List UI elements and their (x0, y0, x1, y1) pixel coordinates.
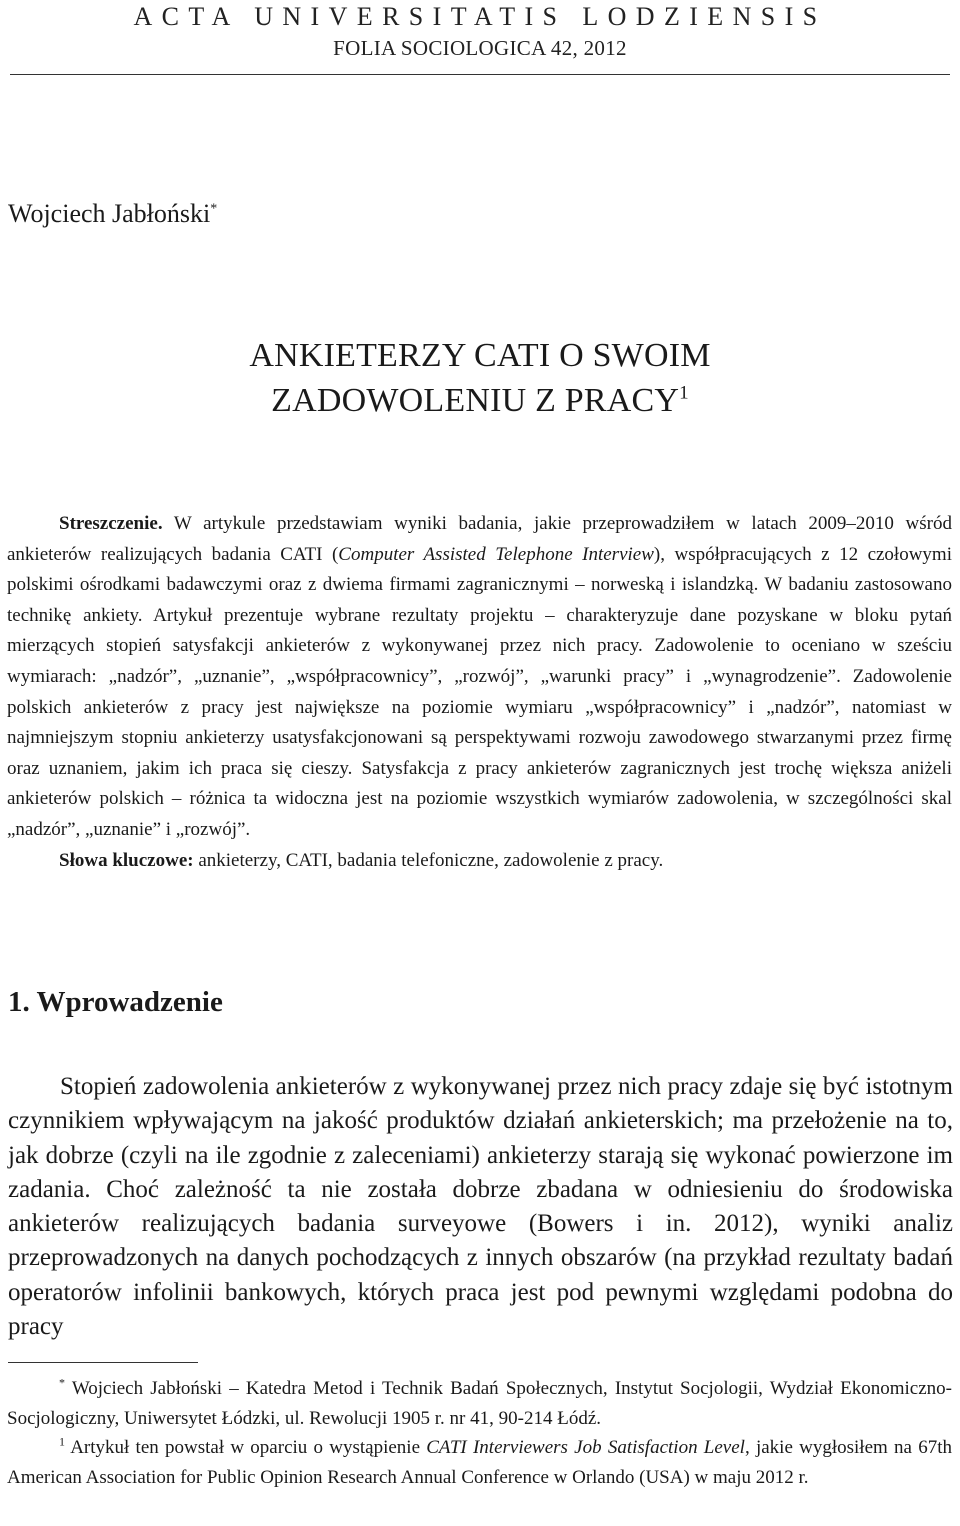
author-footnote-mark: * (210, 201, 218, 217)
body-paragraph: Stopień zadowolenia ankieterów z wykonywanej przez nich pracy zdaje się być istotnym czynnikiem wpływającym na jakość produktów działań ankieterskich; ma przełożenie na to, jak dobrze (czyli na ile zgodnie z zaleceniami) ankieterzy starają się wykonać powierzone im zadania. Choć zależność ta nie została dobrze zbadana w odniesieniu do środowiska ankieterów realizujących badania surveyowe (Bowers i in. 2012), wyniki analiz przeprowadzonych na danych pochodzących z innych obszarów (na przykład rezultaty badań operatorów infolinii bankowych, których praca jest pod pewnymi względami podobna do pracy (8, 1073, 953, 1341)
abstract-text-b: ), współpracujących z 12 czołowymi polskimi ośrodkami badawczymi oraz z dwiema firmami zagranicznymi – norweską i islandzką. W badaniu zastosowano technikę ankiety. Artykuł prezentuje wybrane rezultaty projektu – charakteryzuje dane pozyskane w bloku pytań mierzących stopień satysfakcji ankieterów z wykonywanej przez nich pracy. Zadowolenie to oceniano w sześciu wymiarach: „nadzór”, „uznanie”, „współpracownicy”, „rozwój”, „warunki pracy” i „wynagrodzenie”. Zadowolenie polskich ankieterów z pracy jest największe na poziomie wymiaru „współpracownicy” i „nadzór”, natomiast w najmniejszym stopniu ankieterzy usatysfakcjonowani są perspektywami rozwoju zawodowego stwarzanymi przez firmę oraz uznaniem, jakim ich praca się cieszy. Satysfakcja z pracy ankieterów zagranicznych jest trochę większa aniżeli ankieterów polskich – różnica ta widoczna jest na poziomie wszystkich wymiarów zadowolenia, w szczególności skal „nadzór”, „uznanie” i „rozwój”. (7, 543, 952, 840)
footnotes (7, 1374, 952, 1492)
footnote-author-mark: * (59, 1375, 65, 1390)
footnote-1-italic: CATI Interviewers Job Satisfaction Level (426, 1437, 745, 1458)
footnote-rule (8, 1362, 198, 1363)
author-name (8, 199, 217, 229)
abstract-text-a: W artykule przedstawiam wyniki badania, jakie przeprowadziłem w latach 2009–2010 wśród ankieterów realizujących badania CATI ( (7, 513, 952, 565)
title-line-2 (0, 378, 960, 423)
footnote-1-text-b: , jakie wygłosiłem na 67th American Association for Public Opinion Research Annual Conference w Orlando (USA) w maju 2012 r. (7, 1437, 952, 1488)
journal-name: ACTA UNIVERSITATIS LODZIENSIS (133, 2, 827, 31)
footnote-author (7, 1374, 952, 1433)
journal-series: FOLIA SOCIOLOGICA 42, 2012 (333, 36, 627, 60)
keywords-text: ankieterzy, CATI, badania telefoniczne, zadowolenie z pracy. (193, 849, 664, 871)
abstract-label: Streszczenie. (59, 513, 163, 534)
title-line-2-text: ZADOWOLENIU Z PRACY (271, 382, 680, 419)
footnote-1 (7, 1433, 952, 1492)
footnote-author-text: Wojciech Jabłoński – Katedra Metod i Technik Badań Społecznych, Instytut Socjologii, Wydział Ekonomiczno-Socjologiczny, Uniwersytet Łódzki, ul. Rewolucji 1905 r. nr 41, 90-214 Łódź. (7, 1378, 952, 1429)
title-line-1: ANKIETERZY CATI O SWOIM (249, 337, 711, 374)
header-rule (10, 74, 950, 75)
article-title (0, 333, 960, 423)
footnote-1-text-a: Artykuł ten powstał w oparciu o wystąpienie (65, 1437, 427, 1458)
keywords-label: Słowa kluczowe: (59, 849, 194, 871)
title-footnote-mark: 1 (679, 382, 689, 404)
abstract-text-italic: Computer Assisted Telephone Interview (338, 543, 654, 565)
abstract (7, 509, 952, 876)
section-heading: 1. Wprowadzenie (8, 986, 223, 1018)
author-name-text: Wojciech Jabłoński (8, 199, 211, 228)
keywords (7, 846, 952, 877)
abstract-paragraph (7, 509, 952, 846)
body-text (8, 1070, 953, 1344)
footnote-1-mark: 1 (59, 1434, 65, 1449)
